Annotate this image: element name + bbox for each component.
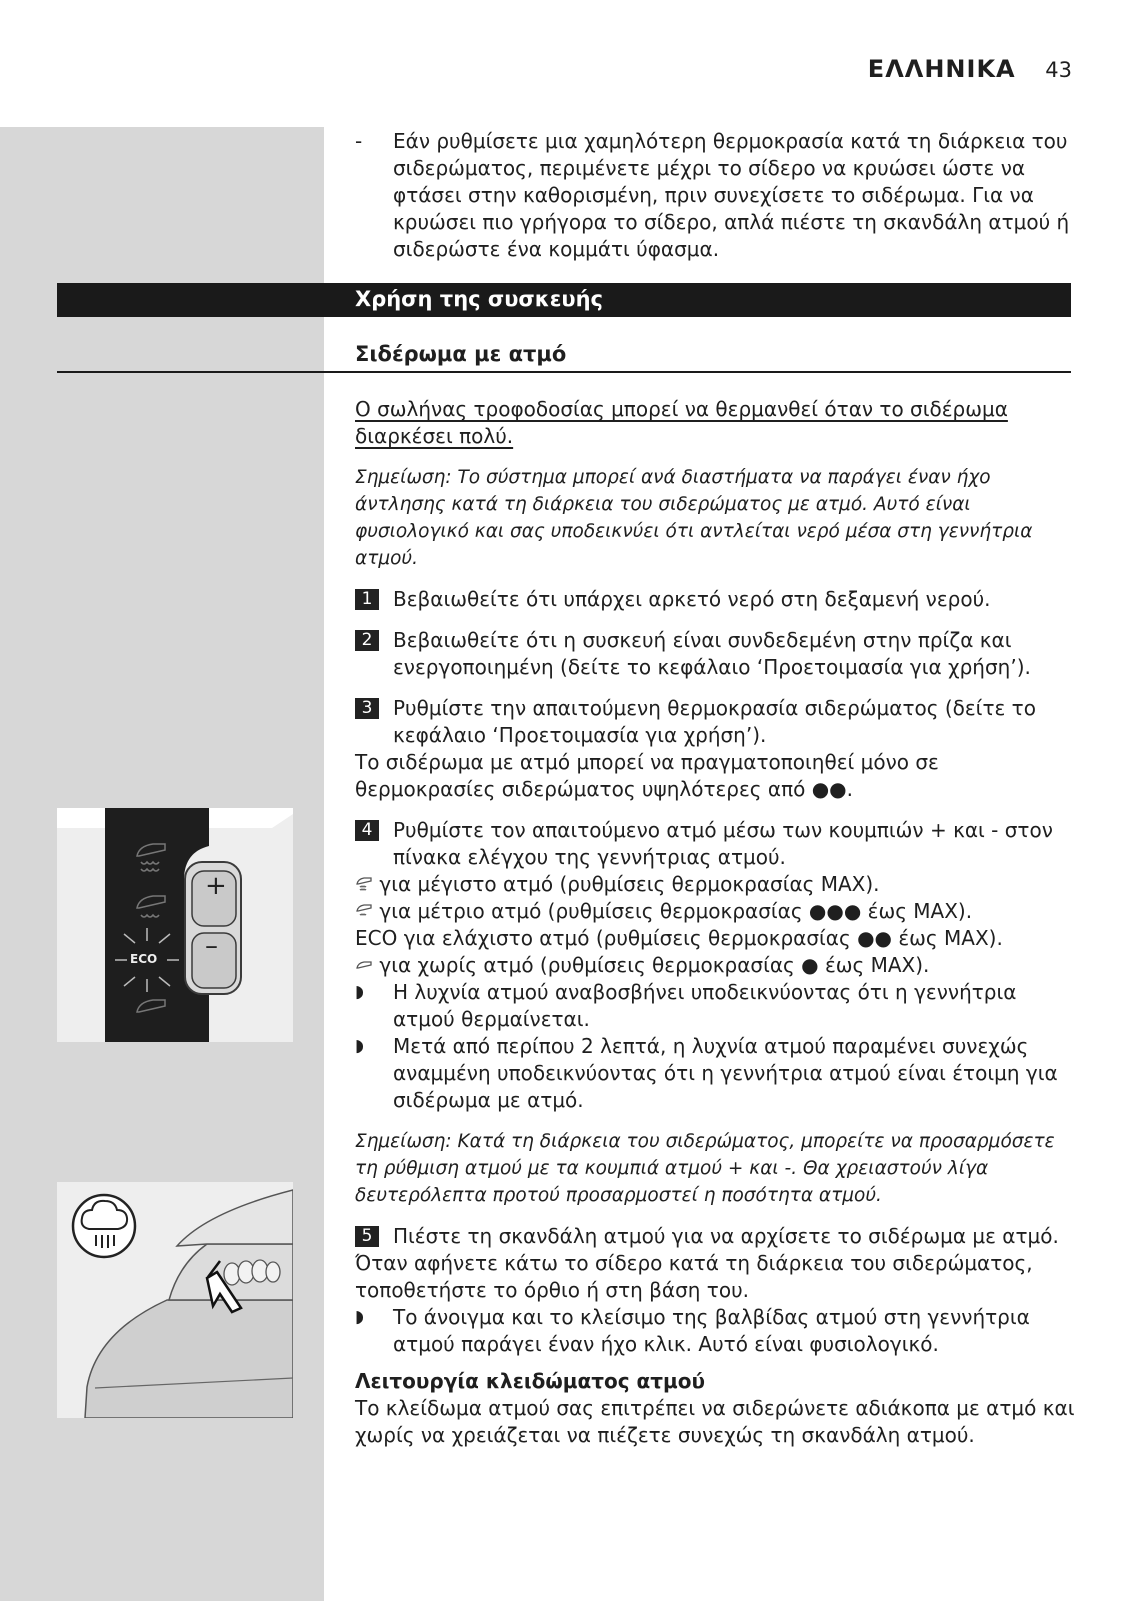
steam-trigger-illustration: [57, 1182, 293, 1418]
step-number: 3: [355, 698, 379, 719]
language-title: ΕΛΛΗΝΙΚΑ: [867, 55, 1016, 83]
page-number: 43: [1045, 58, 1072, 82]
plus-button-label: +: [205, 871, 227, 901]
arrow-bullet-icon: ◗: [355, 1307, 364, 1327]
intro-text: Εάν ρυθμίσετε μια χαμηλότερη θερμοκρασία κατά τη διάρκεια του σιδερώματος, περιμένετε μέχρι το σίδερο να κρυώσει ώστε να φτάσει στην καθορισμένη, πριν συνεχίσετε το σιδέρωμα. Για να κρυώσει πιο γρήγορα το σίδερο, απλά πιέστε τη σκανδάλη ατμού ή σιδερώστε ένα κομμάτι ύφασμα.: [393, 129, 1070, 261]
step-text: Βεβαιωθείτε ότι η συσκευή είναι συνδεδεμένη στην πρίζα και ενεργοποιημένη (δείτε το κεφάλαιο ‘Προετοιμασία για χρήση’).: [393, 628, 1031, 679]
step-3-note: Το σιδέρωμα με ατμό μπορεί να πραγματοποιηθεί μόνο σε θερμοκρασίες σιδερώματος υψηλότερες από ●●.: [355, 750, 939, 801]
intro-bullet: [355, 128, 1075, 263]
step-5: [355, 1223, 1075, 1250]
step-text: Βεβαιωθείτε ότι υπάρχει αρκετό νερό στη δεξαμενή νερού.: [393, 587, 991, 611]
note-1: Σημείωση: Το σύστημα μπορεί ανά διαστήματα να παράγει έναν ήχο άντλησης κατά τη διάρκεια του σιδερώματος με ατμό. Αυτό είναι φυσιολογικό και σας υποδεικνύει ότι αντλείται νερό μέσα στη γεννήτρια ατμού.: [355, 467, 1033, 569]
page-header: [868, 55, 1072, 83]
steam-level-text: ECO για ελάχιστο ατμό (ρυθμίσεις θερμοκρασίας ●● έως MAX).: [355, 926, 1003, 950]
step-text: Ρυθμίστε τον απαιτούμενο ατμό μέσω των κουμπιών + και - στον πίνακα ελέγχου της γεννήτριας ατμού.: [393, 818, 1053, 869]
step-number: 2: [355, 630, 379, 651]
medium-steam-icon: [355, 902, 373, 918]
step-4-result-2: [355, 1033, 1075, 1114]
step-1: [355, 586, 1075, 613]
steam-lock-title: Λειτουργία κλειδώματος ατμού: [355, 1369, 706, 1393]
step-number: 4: [355, 820, 379, 841]
steam-level-text: για χωρίς ατμό (ρυθμίσεις θερμοκρασίας ● έως MAX).: [379, 953, 930, 977]
dash-mark: -: [355, 129, 363, 153]
steam-lock-text: Το κλείδωμα ατμού σας επιτρέπει να σιδερώνετε αδιάκοπα με ατμό και χωρίς να χρειάζεται να πιέζετε συνεχώς τη σκανδάλη ατμού.: [355, 1396, 1075, 1447]
step-4-result-1: [355, 979, 1075, 1033]
result-text: Μετά από περίπου 2 λεπτά, η λυχνία ατμού παραμένει συνεχώς αναμμένη υποδεικνύοντας ότι η γεννήτρια ατμού είναι έτοιμη για σιδέρωμα με ατμό.: [393, 1034, 1058, 1112]
control-panel-illustration: [57, 808, 293, 1042]
section-title: Χρήση της συσκευής: [355, 287, 603, 311]
result-text: Η λυχνία ατμού αναβοσβήνει υποδεικνύοντας ότι η γεννήτρια ατμού θερμαίνεται.: [393, 980, 1017, 1031]
steam-level-medium: [355, 898, 1075, 925]
step-number: 5: [355, 1226, 379, 1247]
steam-level-text: για μέγιστο ατμό (ρυθμίσεις θερμοκρασίας MAX).: [379, 872, 880, 896]
no-steam-icon: [355, 958, 373, 972]
section-header-bar: [57, 283, 1071, 317]
steam-level-text: για μέτριο ατμό (ρυθμίσεις θερμοκρασίας ●●● έως MAX).: [379, 899, 973, 923]
step-4: [355, 817, 1075, 871]
step-text: Ρυθμίστε την απαιτούμενη θερμοκρασία σιδερώματος (δείτε το κεφάλαιο ‘Προετοιμασία για χρήση’).: [393, 696, 1036, 747]
steam-level-max: [355, 871, 1075, 898]
step-5-note: Όταν αφήνετε κάτω το σίδερο κατά τη διάρκεια του σιδερώματος, τοποθετήστε το όρθιο ή στη βάση του.: [355, 1251, 1033, 1302]
warning-text: Ο σωλήνας τροφοδοσίας μπορεί να θερμανθεί όταν το σιδέρωμα διαρκέσει πολύ.: [355, 397, 1008, 448]
steam-level-eco: [355, 925, 1075, 952]
main-content: [355, 396, 1075, 1449]
arrow-bullet-icon: ◗: [355, 982, 364, 1002]
step-number: 1: [355, 589, 379, 610]
max-steam-icon: [355, 875, 373, 891]
step-3: [355, 695, 1075, 749]
step-2: [355, 627, 1075, 681]
subsection-title: Σιδέρωμα με ατμό: [355, 342, 567, 366]
step-5-result: [355, 1304, 1075, 1358]
step-text: Πιέστε τη σκανδάλη ατμού για να αρχίσετε το σιδέρωμα με ατμό.: [393, 1224, 1059, 1248]
subsection-rule: [57, 371, 1071, 373]
result-text: Το άνοιγμα και το κλείσιμο της βαλβίδας ατμού στη γεννήτρια ατμού παράγει έναν ήχο κλικ. Αυτό είναι φυσιολογικό.: [393, 1305, 1030, 1356]
note-2: Σημείωση: Κατά τη διάρκεια του σιδερώματος, μπορείτε να προσαρμόσετε τη ρύθμιση ατμού με τα κουμπιά ατμού + και -. Θα χρειαστούν λίγα δευτερόλεπτα προτού προσαρμοστεί η ποσότητα ατμού.: [355, 1131, 1055, 1206]
steam-level-none: [355, 952, 1075, 979]
intro-section: [355, 128, 1075, 263]
arrow-bullet-icon: ◗: [355, 1036, 364, 1056]
control-panel-drawing: [57, 808, 293, 1042]
steam-trigger-drawing: [57, 1182, 293, 1418]
minus-button-label: –: [205, 931, 218, 961]
eco-label: ECO: [130, 952, 158, 966]
steam-level-list: [355, 871, 1075, 979]
